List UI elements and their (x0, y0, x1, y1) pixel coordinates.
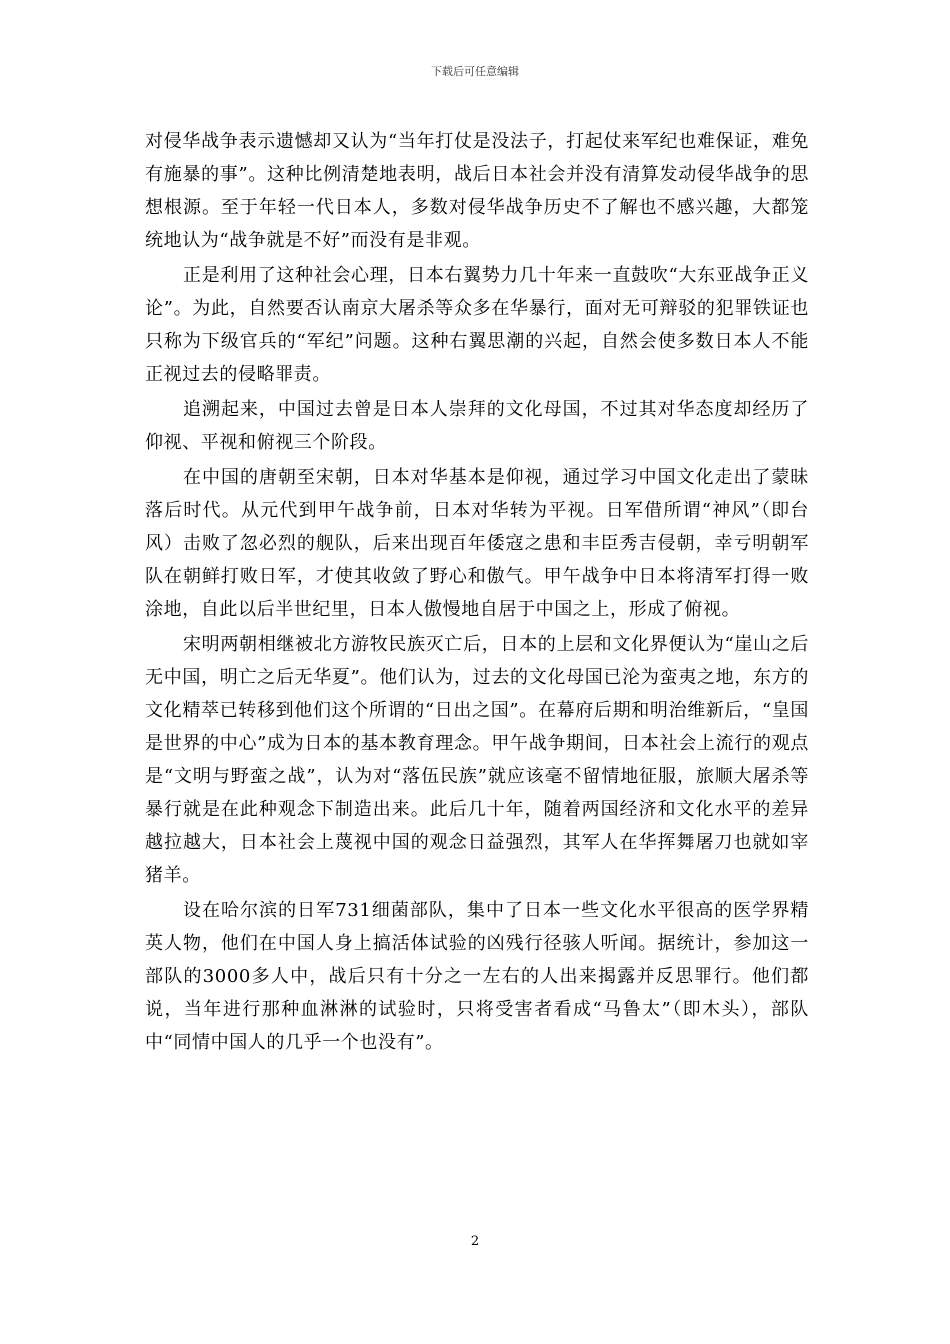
paragraph-3: 追溯起来，中国过去曾是日本人崇拜的文化母国，不过其对华态度却经历了仰视、平视和俯视三个阶段。 (145, 399, 809, 453)
page-header: 下载后可任意编辑 (431, 65, 519, 78)
page-number: 2 (470, 1234, 480, 1249)
paragraph-6: 设在哈尔滨的日军731细菌部队，集中了日本一些文化水平很高的医学界精英人物，他们在中国人身上搞活体试验的凶残行径骇人听闻。据统计，参加这一部队的3000多人中，战后只有十分之一左右的人出来揭露并反思罪行。他们都说，当年进行那种血淋淋的试验时，只将受害者看成“马鲁太”（即木头），部队中“同情中国人的几乎一个也没有”。 (145, 900, 809, 1053)
paragraph-2: 正是利用了这种社会心理，日本右翼势力几十年来一直鼓吹“大东亚战争正义论”。为此，自然要否认南京大屠杀等众多在华暴行，面对无可辩驳的犯罪铁证也只称为下级官兵的“军纪”问题。这种右翼思潮的兴起，自然会使多数日本人不能正视过去的侵略罪责。 (145, 265, 809, 385)
paragraph-1: 对侵华战争表示遗憾却又认为“当年打仗是没法子，打起仗来军纪也难保证，难免有施暴的事”。这种比例清楚地表明，战后日本社会并没有清算发动侵华战争的思想根源。至于年轻一代日本人，多数对侵华战争历史不了解也不感兴趣，大都笼统地认为“战争就是不好”而没有是非观。 (145, 131, 809, 251)
document-body (145, 125, 809, 1059)
paragraph-5: 宋明两朝相继被北方游牧民族灭亡后，日本的上层和文化界便认为“崖山之后无中国，明亡之后无华夏”。他们认为，过去的文化母国已沦为蛮夷之地，东方的文化精萃已转移到他们这个所谓的“日出之国”。在幕府后期和明治维新后，“皇国是世界的中心”成为日本的基本教育理念。甲午战争期间，日本社会上流行的观点是“文明与野蛮之战”，认为对“落伍民族”就应该毫不留情地征服，旅顺大屠杀等暴行就是在此种观念下制造出来。此后几十年，随着两国经济和文化水平的差异越拉越大，日本社会上蔑视中国的观念日益强烈，其军人在华挥舞屠刀也就如宰猪羊。 (145, 634, 809, 886)
paragraph-4: 在中国的唐朝至宋朝，日本对华基本是仰视，通过学习中国文化走出了蒙昧落后时代。从元代到甲午战争前，日本对华转为平视。日军借所谓“神风”（即台风）击败了忽必烈的舰队，后来出现百年倭寇之患和丰臣秀吉侵朝，幸亏明朝军队在朝鲜打败日军，才使其收敛了野心和傲气。甲午战争中日本将清军打得一败涂地，自此以后半世纪里，日本人傲慢地自居于中国之上，形成了俯视。 (145, 467, 809, 620)
